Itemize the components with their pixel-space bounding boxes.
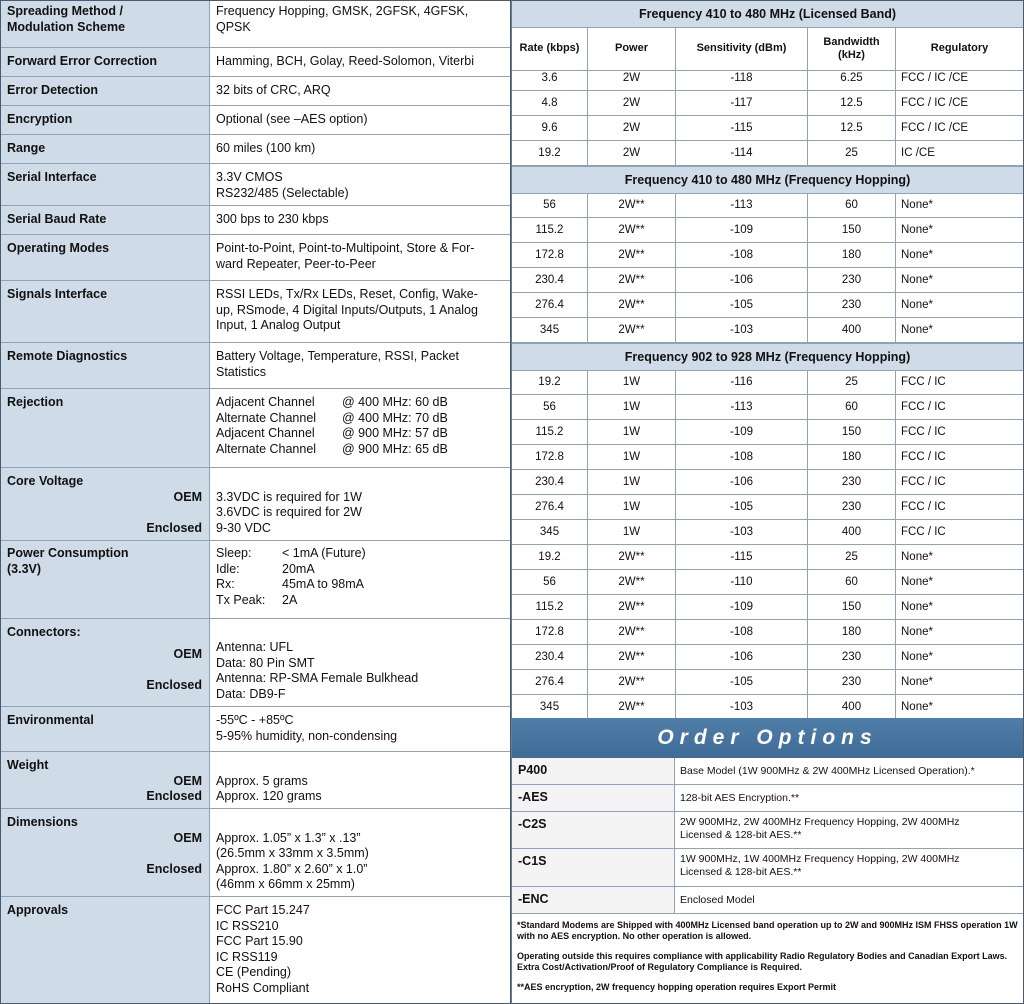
order-row-c2s (512, 812, 1023, 849)
spec-value: 300 bps to 230 kbps (209, 206, 510, 234)
spec-label: Encryption (1, 106, 208, 134)
bandwidth-cell: 400 (808, 695, 896, 719)
sensitivity-cell: -113 (676, 395, 808, 419)
spec-value: Hamming, BCH, Golay, Reed-Solomon, Viterbi (209, 48, 510, 76)
table-row (512, 620, 1023, 645)
band-title-hop400: Frequency 410 to 480 MHz (Frequency Hopping) (512, 166, 1023, 194)
sensitivity-cell: -108 (676, 243, 808, 267)
sensitivity-cell: -109 (676, 420, 808, 444)
col-header-rate: Rate (kbps) (512, 27, 588, 70)
power-cell: 1W (588, 470, 676, 494)
regulatory-cell: FCC / IC (901, 401, 946, 413)
power-cell: 2W (588, 116, 676, 140)
spec-value: Antenna: UFL Data: 80 Pin SMT Antenna: RP-SMA Female Bulkhead Data: DB9-F (209, 619, 510, 706)
regulatory-cell: None* (901, 601, 933, 613)
rate-cell: 19.2 (512, 141, 588, 165)
regulatory-cell: FCC / IC (901, 501, 946, 513)
spec-value: FCC Part 15.247 IC RSS210 FCC Part 15.90 IC RSS119 CE (Pending) RoHS Compliant (209, 897, 510, 1003)
order-desc: 128-bit AES Encryption.** (674, 785, 1023, 811)
power-cell: 2W** (588, 318, 676, 342)
regulatory-cell: None* (901, 576, 933, 588)
rate-cell: 19.2 (512, 370, 588, 394)
spec-label: Serial Baud Rate (1, 206, 208, 234)
sensitivity-cell: -105 (676, 495, 808, 519)
col-header-power: Power (588, 27, 676, 70)
bandwidth-cell: 230 (808, 645, 896, 669)
power-cell: 1W (588, 445, 676, 469)
spec-label: Signals Interface (1, 281, 208, 342)
spec-label: Connectors: OEM Enclosed (1, 619, 208, 706)
power-cell: 2W** (588, 645, 676, 669)
power-cell: 2W** (588, 293, 676, 317)
sensitivity-cell: -116 (676, 370, 808, 394)
bandwidth-cell: 400 (808, 318, 896, 342)
rate-cell: 4.8 (512, 91, 588, 115)
power-cell: 2W (588, 91, 676, 115)
rate-cell: 9.6 (512, 116, 588, 140)
sensitivity-cell: -105 (676, 670, 808, 694)
bandwidth-cell: 230 (808, 268, 896, 292)
sensitivity-cell: -113 (676, 193, 808, 217)
bandwidth-cell: 180 (808, 243, 896, 267)
spec-table (0, 0, 511, 1004)
sensitivity-cell: -118 (676, 66, 808, 90)
spec-value: Frequency Hopping, GMSK, 2GFSK, 4GFSK, QPSK (209, 1, 510, 47)
spec-label: Dimensions OEM Enclosed (1, 809, 208, 896)
spec-label: Weight OEM Enclosed (1, 752, 208, 808)
order-notes (512, 916, 1023, 1004)
spec-value: RSSI LEDs, Tx/Rx LEDs, Reset, Config, Wake- up, RSmode, 4 Digital Inputs/Outputs, 1 Analog Input, 1 Analog Output (209, 281, 510, 342)
bandwidth-cell: 180 (808, 620, 896, 644)
spec-label: Serial Interface (1, 164, 208, 205)
spec-label: Spreading Method / Modulation Scheme (1, 1, 208, 47)
spec-row-core-voltage (1, 468, 510, 541)
sensitivity-cell: -115 (676, 116, 808, 140)
sensitivity-cell: -109 (676, 218, 808, 242)
spec-row-rejection (1, 389, 510, 468)
spec-value: Sleep: < 1mA (Future) Idle: 20mA Rx: 45mA to 98mA Tx Peak: 2A (209, 541, 510, 618)
power-cell: 1W (588, 420, 676, 444)
spec-label: Error Detection (1, 77, 208, 105)
order-options-banner: Order Options (512, 718, 1023, 758)
order-row-enc (512, 887, 1023, 914)
table-row (512, 370, 1023, 395)
spec-label: Operating Modes (1, 235, 208, 280)
sensitivity-cell: -106 (676, 268, 808, 292)
regulatory-cell: None* (901, 199, 933, 211)
col-header-bandwidth: Bandwidth (kHz) (808, 27, 896, 70)
table-row (512, 293, 1023, 318)
spec-row-connectors (1, 619, 510, 707)
power-cell: 2W** (588, 545, 676, 569)
rate-cell: 230.4 (512, 645, 588, 669)
regulatory-cell: FCC / IC (901, 376, 946, 388)
power-cell: 2W** (588, 218, 676, 242)
spec-value: 60 miles (100 km) (209, 135, 510, 163)
sensitivity-cell: -115 (676, 545, 808, 569)
bandwidth-cell: 25 (808, 545, 896, 569)
table-row (512, 470, 1023, 495)
spec-row-range (1, 135, 510, 164)
rate-cell: 56 (512, 395, 588, 419)
table-row (512, 695, 1023, 720)
note-compliance: Operating outside this requires compliance with applicability Radio Regulatory Bodies and Canadian Export Laws. Extra Cost/Activation/Proof of Regulatory Compliance is Required. (517, 951, 1008, 972)
rate-cell: 115.2 (512, 595, 588, 619)
regulatory-cell: None* (901, 651, 933, 663)
regulatory-cell: None* (901, 676, 933, 688)
rate-cell: 276.4 (512, 670, 588, 694)
spec-row-error-detection (1, 77, 510, 106)
bandwidth-cell: 12.5 (808, 116, 896, 140)
spec-label: Range (1, 135, 208, 163)
spec-value: 3.3VDC is required for 1W 3.6VDC is required for 2W 9-30 VDC (209, 468, 510, 540)
table-row (512, 268, 1023, 293)
rate-cell: 276.4 (512, 495, 588, 519)
spec-row-fec (1, 48, 510, 77)
table-row (512, 141, 1023, 166)
order-row-aes (512, 785, 1023, 812)
table-row (512, 645, 1023, 670)
table-row (512, 595, 1023, 620)
order-code: -C2S (512, 812, 674, 848)
spec-value: Adjacent Channel @ 400 MHz: 60 dB Alternate Channel @ 400 MHz: 70 dB Adjacent Channel @ 900 MHz: 57 dB Alternate Channel @ 900 MHz: 65 dB (209, 389, 510, 467)
spec-value: -55ºC - +85ºC 5-95% humidity, non-condensing (209, 707, 510, 751)
sensitivity-cell: -103 (676, 318, 808, 342)
sensitivity-cell: -108 (676, 445, 808, 469)
rate-cell: 172.8 (512, 620, 588, 644)
power-cell: 1W (588, 395, 676, 419)
spec-row-approvals (1, 897, 510, 1003)
band-title-licensed: Frequency 410 to 480 MHz (Licensed Band) (512, 1, 1023, 28)
regulatory-cell: FCC / IC (901, 451, 946, 463)
sensitivity-cell: -106 (676, 645, 808, 669)
bandwidth-cell: 230 (808, 495, 896, 519)
power-cell: 1W (588, 520, 676, 544)
power-cell: 1W (588, 370, 676, 394)
rate-cell: 230.4 (512, 268, 588, 292)
rate-cell: 115.2 (512, 420, 588, 444)
power-cell: 1W (588, 495, 676, 519)
rate-cell: 115.2 (512, 218, 588, 242)
table-row (512, 243, 1023, 268)
bandwidth-cell: 25 (808, 370, 896, 394)
regulatory-cell: None* (901, 274, 933, 286)
power-cell: 2W (588, 66, 676, 90)
spec-value: Approx. 1.05” x 1.3” x .13” (26.5mm x 33mm x 3.5mm) Approx. 1.80” x 2.60” x 1.0” (46mm x 66mm x 25mm) (209, 809, 510, 896)
spec-label: Approvals (1, 897, 208, 1003)
table-row (512, 520, 1023, 545)
regulatory-cell: None* (901, 324, 933, 336)
spec-row-signals (1, 281, 510, 343)
sensitivity-cell: -108 (676, 620, 808, 644)
table-row (512, 495, 1023, 520)
sensitivity-cell: -109 (676, 595, 808, 619)
regulatory-cell: None* (901, 551, 933, 563)
regulatory-cell: FCC / IC /CE (901, 97, 969, 109)
frequency-tables (511, 0, 1024, 1004)
bandwidth-cell: 6.25 (808, 66, 896, 90)
spec-value: Optional (see –AES option) (209, 106, 510, 134)
order-code: -C1S (512, 849, 674, 886)
bandwidth-cell: 150 (808, 595, 896, 619)
spec-row-power (1, 541, 510, 619)
regulatory-cell: FCC / IC (901, 526, 946, 538)
table-row (512, 545, 1023, 570)
bandwidth-cell: 12.5 (808, 91, 896, 115)
rate-cell: 230.4 (512, 470, 588, 494)
table-row (512, 218, 1023, 243)
order-desc: Enclosed Model (674, 887, 1023, 913)
bandwidth-cell: 60 (808, 395, 896, 419)
bandwidth-cell: 180 (808, 445, 896, 469)
spec-label: Forward Error Correction (1, 48, 208, 76)
regulatory-cell: IC /CE (901, 147, 935, 159)
spec-label: Core Voltage OEM Enclosed (1, 468, 208, 540)
order-desc: Base Model (1W 900MHz & 2W 400MHz Licensed Operation).* (674, 758, 1023, 784)
regulatory-cell: FCC / IC (901, 476, 946, 488)
regulatory-cell: None* (901, 299, 933, 311)
bandwidth-cell: 230 (808, 470, 896, 494)
spec-row-serial-interface (1, 164, 510, 206)
col-header-regulatory: Regulatory (930, 42, 989, 54)
table-row (512, 193, 1023, 218)
regulatory-cell: None* (901, 249, 933, 261)
order-code: P400 (512, 758, 674, 784)
rate-cell: 172.8 (512, 445, 588, 469)
rate-cell: 3.6 (512, 66, 588, 90)
power-cell: 2W** (588, 670, 676, 694)
column-headers (512, 27, 1023, 71)
rate-cell: 345 (512, 695, 588, 719)
power-cell: 2W** (588, 595, 676, 619)
sensitivity-cell: -105 (676, 293, 808, 317)
sensitivity-cell: -103 (676, 695, 808, 719)
power-cell: 2W** (588, 620, 676, 644)
regulatory-cell: None* (901, 701, 933, 713)
spec-row-spreading (1, 1, 510, 48)
regulatory-cell: FCC / IC (901, 426, 946, 438)
spec-row-dimensions (1, 809, 510, 897)
rate-cell: 345 (512, 318, 588, 342)
table-row (512, 670, 1023, 695)
table-row (512, 116, 1023, 141)
spec-label: Environmental (1, 707, 208, 751)
bandwidth-cell: 150 (808, 420, 896, 444)
table-row (512, 318, 1023, 343)
power-cell: 2W** (588, 268, 676, 292)
spec-value: 32 bits of CRC, ARQ (209, 77, 510, 105)
spec-value: Point-to-Point, Point-to-Multipoint, Store & For- ward Repeater, Peer-to-Peer (209, 235, 510, 280)
regulatory-cell: None* (901, 626, 933, 638)
power-cell: 2W** (588, 695, 676, 719)
sensitivity-cell: -117 (676, 91, 808, 115)
regulatory-cell: FCC / IC /CE (901, 72, 969, 84)
spec-row-baud (1, 206, 510, 235)
bandwidth-cell: 150 (808, 218, 896, 242)
table-row (512, 570, 1023, 595)
rate-cell: 172.8 (512, 243, 588, 267)
regulatory-cell: FCC / IC /CE (901, 122, 969, 134)
table-row (512, 420, 1023, 445)
sensitivity-cell: -110 (676, 570, 808, 594)
power-cell: 2W** (588, 243, 676, 267)
spec-label: Remote Diagnostics (1, 343, 208, 388)
spec-row-diagnostics (1, 343, 510, 389)
spec-value: Battery Voltage, Temperature, RSSI, Packet Statistics (209, 343, 510, 388)
rate-cell: 56 (512, 570, 588, 594)
order-code: -AES (512, 785, 674, 811)
order-row-c1s (512, 849, 1023, 887)
power-cell: 2W (588, 141, 676, 165)
spec-label: Rejection (1, 389, 208, 467)
spec-label: Power Consumption (3.3V) (1, 541, 208, 618)
table-row (512, 91, 1023, 116)
table-row (512, 66, 1023, 91)
spec-row-encryption (1, 106, 510, 135)
rate-cell: 19.2 (512, 545, 588, 569)
order-desc: 2W 900MHz, 2W 400MHz Frequency Hopping, 2W 400MHz Licensed & 128-bit AES.** (674, 812, 1023, 848)
order-row-p400 (512, 758, 1023, 785)
spec-row-environmental (1, 707, 510, 752)
rate-cell: 276.4 (512, 293, 588, 317)
spec-value: Approx. 5 grams Approx. 120 grams (209, 752, 510, 808)
bandwidth-cell: 25 (808, 141, 896, 165)
table-row (512, 445, 1023, 470)
sensitivity-cell: -103 (676, 520, 808, 544)
sensitivity-cell: -106 (676, 470, 808, 494)
spec-row-operating-modes (1, 235, 510, 281)
rate-cell: 345 (512, 520, 588, 544)
sensitivity-cell: -114 (676, 141, 808, 165)
bandwidth-cell: 60 (808, 570, 896, 594)
bandwidth-cell: 230 (808, 670, 896, 694)
regulatory-cell: None* (901, 224, 933, 236)
spec-row-weight (1, 752, 510, 809)
rate-cell: 56 (512, 193, 588, 217)
power-cell: 2W** (588, 570, 676, 594)
table-row (512, 395, 1023, 420)
order-code: -ENC (512, 887, 674, 913)
spec-value: 3.3V CMOS RS232/485 (Selectable) (209, 164, 510, 205)
note-export: **AES encryption, 2W frequency hopping operation requires Export Permit (517, 982, 837, 992)
bandwidth-cell: 230 (808, 293, 896, 317)
band-title-hop900: Frequency 902 to 928 MHz (Frequency Hopping) (512, 343, 1023, 371)
note-standard: *Standard Modems are Shipped with 400MHz Licensed band operation up to 2W and 900MHz ISM FHSS operation 1W with no AES encryption. No other operation is allowed. (517, 920, 1018, 941)
bandwidth-cell: 400 (808, 520, 896, 544)
order-desc: 1W 900MHz, 1W 400MHz Frequency Hopping, 2W 400MHz Licensed & 128-bit AES.** (674, 849, 1023, 886)
power-cell: 2W** (588, 193, 676, 217)
bandwidth-cell: 60 (808, 193, 896, 217)
col-header-sensitivity: Sensitivity (dBm) (676, 27, 808, 70)
